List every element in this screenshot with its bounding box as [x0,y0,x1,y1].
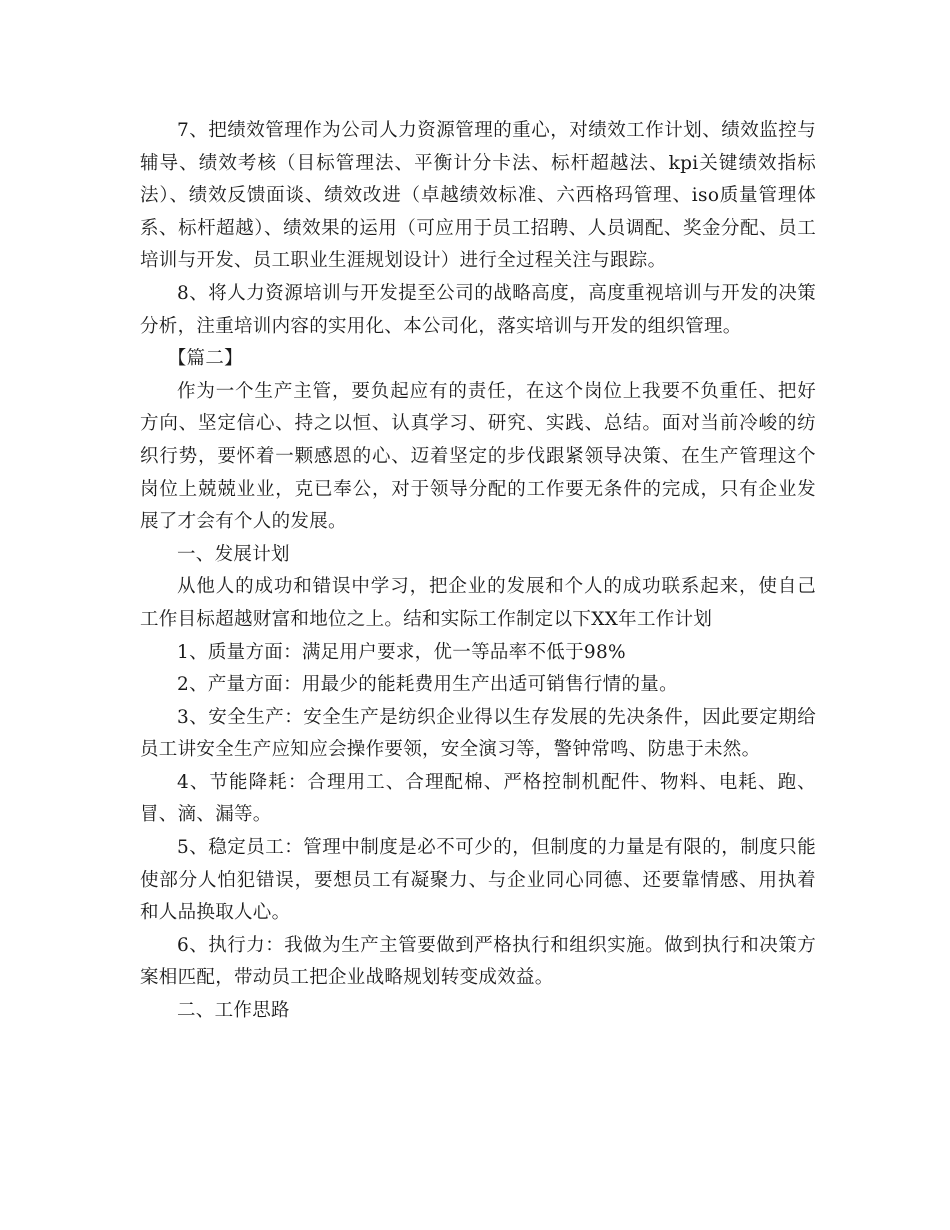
paragraph-item-8: 8、将人力资源培训与开发提至公司的战略高度，高度重视培训与开发的决策分析，注重培训内容的实用化、本公司化，落实培训与开发的组织管理。 [140,282,816,337]
paragraph-quality: 1、质量方面：满足用户要求，优一等品率不低于98% [177,641,626,663]
paragraph-energy-saving: 4、节能降耗：合理用工、合理配棉、严格控制机配件、物料、电耗、跑、冒、滴、漏等。 [140,771,816,826]
paragraph-output: 2、产量方面：用最少的能耗费用生产出适可销售行情的量。 [177,674,678,696]
document-body [140,115,816,1028]
paragraph-safety: 3、安全生产：安全生产是纺织企业得以生存发展的先决条件，因此要定期给员工讲安全生产应知应会操作要领，安全演习等，警钟常鸣、防患于未然。 [140,706,816,761]
paragraph-intro: 作为一个生产主管，要负起应有的责任，在这个岗位上我要不负重任、把好方向、坚定信心、持之以恒、认真学习、研究、实践、总结。面对当前冷峻的纺织行势，要怀着一颗感恩的心、迈着坚定的步伐跟紧领导决策、在生产管理这个岗位上兢兢业业，克已奉公，对于领导分配的工作要无条件的完成，只有企业发展了才会有个人的发展。 [140,380,816,533]
section-heading-work-approach: 二、工作思路 [177,1000,290,1022]
section-heading-part-two: 【篇二】 [167,348,243,370]
paragraph-staff-stability: 5、稳定员工：管理中制度是必不可少的，但制度的力量是有限的，制度只能使部分人怕犯错误，要想员工有凝聚力、与企业同心同德、还要靠情感、用执着和人品换取人心。 [140,837,816,924]
paragraph-item-7: 7、把绩效管理作为公司人力资源管理的重心，对绩效工作计划、绩效监控与辅导、绩效考核（目标管理法、平衡计分卡法、标杆超越法、kpi关键绩效指标法）、绩效反馈面谈、绩效改进（卓越绩效标准、六西格玛管理、iso质量管理体系、标杆超越）、绩效果的运用（可应用于员工招聘、人员调配、奖金分配、员工培训与开发、员工职业生涯规划设计）进行全过程关注与跟踪。 [140,120,816,272]
section-heading-development-plan: 一、发展计划 [177,543,290,565]
paragraph-execution: 6、执行力：我做为生产主管要做到严格执行和组织实施。做到执行和决策方案相匹配，带动员工把企业战略规划转变成效益。 [140,934,816,989]
paragraph-plan-intro: 从他人的成功和错误中学习，把企业的发展和个人的成功联系起来，使自己工作目标超越财富和地位之上。结和实际工作制定以下XX年工作计划 [140,576,816,630]
